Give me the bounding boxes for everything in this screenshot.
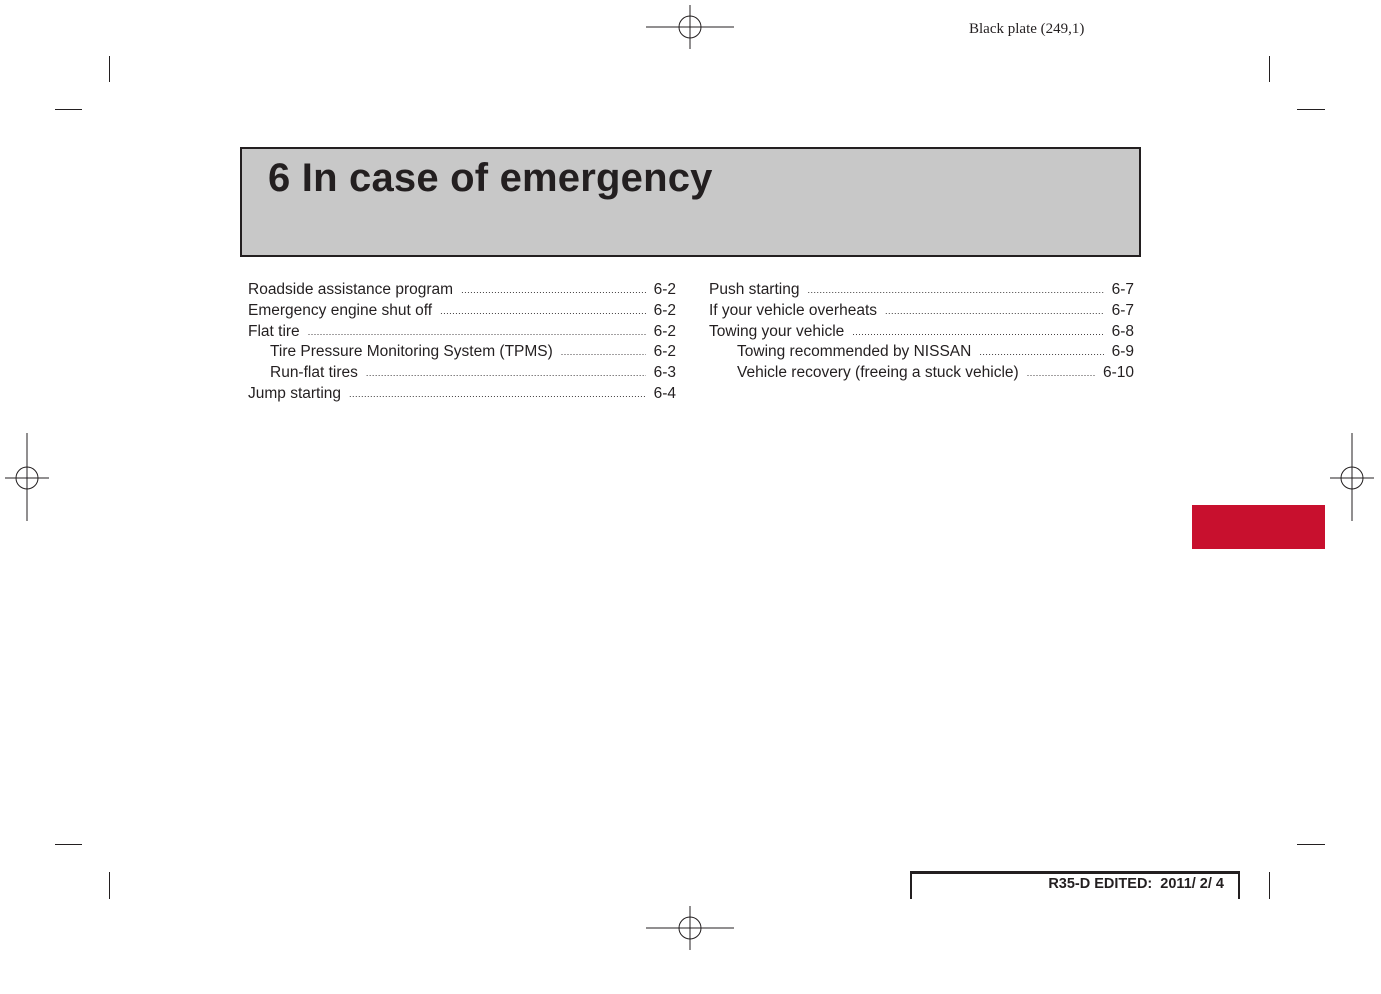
crop-mark-top-right-horizontal <box>1297 109 1325 110</box>
toc-dot-leader <box>807 280 1103 301</box>
toc-entry-page: 6-8 <box>1111 322 1134 340</box>
crop-mark-bottom-right-vertical <box>1269 872 1270 899</box>
toc-entry-label: Jump starting <box>248 384 342 402</box>
toc-dot-leader <box>461 280 646 301</box>
toc-entry[interactable] <box>709 363 1134 384</box>
chapter-title: 6 In case of emergency <box>268 156 713 200</box>
registration-target-left <box>5 433 93 521</box>
toc-entry-label: Vehicle recovery (freeing a stuck vehicle) <box>737 364 1019 382</box>
toc-entry[interactable] <box>709 322 1134 343</box>
toc-entry-page: 6-2 <box>653 322 676 340</box>
toc-right-column <box>709 280 1134 384</box>
crop-mark-bottom-left-horizontal <box>55 844 82 845</box>
toc-entry-page: 6-9 <box>1111 343 1134 361</box>
edit-info-box <box>910 871 1240 899</box>
toc-left-column <box>248 280 676 405</box>
toc-dot-leader <box>308 322 646 343</box>
crop-mark-top-right-vertical <box>1269 56 1270 82</box>
toc-dot-leader <box>440 301 645 322</box>
toc-entry-label: Flat tire <box>248 322 300 340</box>
toc-entry[interactable] <box>709 342 1134 363</box>
toc-dot-leader <box>979 342 1103 363</box>
crop-mark-bottom-left-vertical <box>109 872 110 899</box>
edit-info-label: R35-D EDITED: 2011/ 2/ 4 <box>1048 876 1224 892</box>
toc-entry-label: Emergency engine shut off <box>248 301 433 319</box>
toc-entry[interactable] <box>248 363 676 384</box>
plate-label: Black plate (249,1) <box>969 21 1085 37</box>
chapter-header <box>240 147 1141 257</box>
toc-entry[interactable] <box>709 280 1134 301</box>
toc-entry-page: 6-2 <box>653 343 676 361</box>
toc-dot-leader <box>1027 363 1095 384</box>
toc-entry-page: 6-2 <box>653 281 676 298</box>
registration-target-bottom <box>646 906 734 994</box>
toc-entry[interactable] <box>248 301 676 322</box>
toc-entry[interactable] <box>248 322 676 343</box>
toc-entry-page: 6-4 <box>653 384 676 402</box>
toc-entry-label: Towing your vehicle <box>709 322 845 340</box>
registration-target-right <box>1330 433 1381 521</box>
toc-entry-page: 6-7 <box>1111 301 1134 319</box>
toc-entry-label: Push starting <box>709 281 800 298</box>
toc-dot-leader <box>852 322 1103 343</box>
toc-entry-label: Towing recommended by NISSAN <box>737 343 972 361</box>
toc-entry-page: 6-10 <box>1102 364 1134 382</box>
toc-dot-leader <box>561 342 646 363</box>
toc-entry-label: Tire Pressure Monitoring System (TPMS) <box>270 343 553 361</box>
toc-dot-leader <box>366 363 646 384</box>
toc-entry[interactable] <box>248 342 676 363</box>
toc-entry[interactable] <box>709 301 1134 322</box>
toc-entry-page: 6-3 <box>653 364 676 382</box>
toc-dot-leader <box>349 384 646 405</box>
toc-entry-label: Roadside assistance program <box>248 281 454 298</box>
crop-mark-bottom-right-horizontal <box>1297 844 1325 845</box>
chapter-tab-marker <box>1192 505 1325 549</box>
crop-mark-top-left-vertical <box>109 56 110 82</box>
toc-dot-leader <box>885 301 1104 322</box>
toc-entry[interactable] <box>248 280 676 301</box>
toc-entry[interactable] <box>248 384 676 405</box>
toc-entry-page: 6-7 <box>1111 281 1134 298</box>
toc-entry-label: If your vehicle overheats <box>709 301 878 319</box>
crop-mark-top-left-horizontal <box>55 109 82 110</box>
toc-entry-label: Run-flat tires <box>270 364 358 382</box>
toc-entry-page: 6-2 <box>653 301 676 319</box>
registration-target-top <box>646 5 734 93</box>
